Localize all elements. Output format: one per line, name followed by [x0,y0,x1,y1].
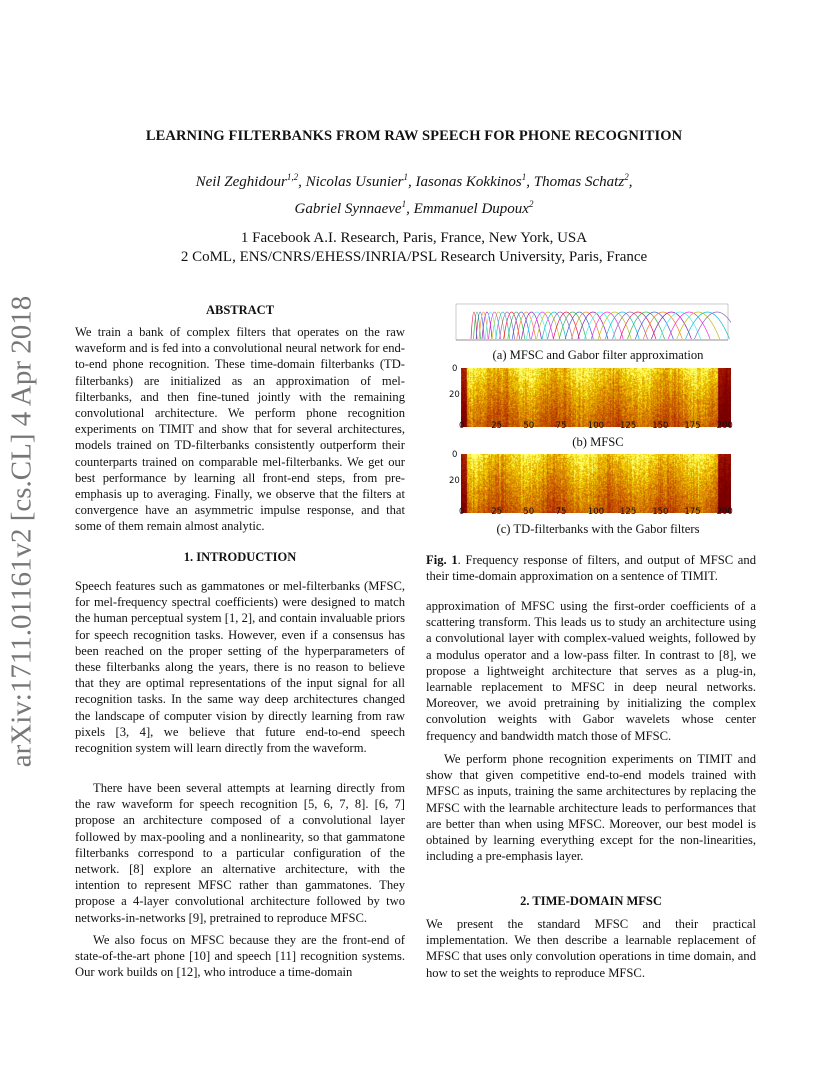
paper-title: LEARNING FILTERBANKS FROM RAW SPEECH FOR PHONE RECOGNITION [145,128,683,144]
figure-caption-c: (c) TD-filterbanks with the Gabor filters [496,522,700,536]
figure-caption-a: (a) MFSC and Gabor filter approximation [492,348,704,362]
y-tick: 20 [449,390,460,400]
x-tick: 0 [459,421,465,431]
author-list [120,166,708,220]
time-domain-mfsc-heading: 2. TIME-DOMAIN MFSC [520,894,662,908]
x-tick: 200 [716,507,733,517]
mfsc-spectrogram-canvas [461,368,731,427]
x-tick: 75 [555,421,567,431]
y-tick: 20 [449,476,460,486]
x-tick: 150 [652,421,669,431]
intro-paragraph-1: Speech features such as gammatones or mel-filterbanks (MFSC, for mel-frequency spectral coefficients) were designed to match the human perceptual system [1, 2], and contain invaluable priors for speech recognition tasks. However, even if a consensus has been reached on the proper setting of the hyperparameters of these filterbanks along the years, there is no reason to believe that they are optimal representations of the input signal for all recognition tasks. In the same way deep architectures changed the landscape of computer vision by directly learning from raw pixels [3, 4], we believe that future end-to-end speech recognition system will learn directly from the waveform. [75,579,405,756]
figure-caption-text: . Frequency response of filters, and output of MFSC and their time-domain approximation on a sentence of TIMIT. [426,553,756,584]
figure-label: Fig. 1 [426,553,458,567]
x-tick: 0 [459,507,465,517]
filter-response-svg [448,303,731,347]
x-tick: 50 [523,507,535,517]
x-tick: 100 [587,421,605,431]
x-tick: 150 [652,507,669,517]
figure-caption-b: (b) MFSC [572,435,624,449]
affiliations [120,229,708,267]
intro-paragraph-2: There have been several attempts at learning directly from the raw waveform for speech recognition [5, 6, 7, 8]. [6, 7] propose an architecture composed of a convolutional layer followed by max-pooling and a nonlinearity, so that gammatone filterbanks correspond to a particular configuration of the network. [8] explore an alternative architecture, with the intention to represent MFSC rather than gammatones. They propose a 4-layer convolutional architecture followed by two networks-in-networks [9], pretrained to reproduce MFSC. [75,781,405,925]
x-tick: 175 [684,421,701,431]
spectrogram-a-x-axis [455,421,735,433]
td-filterbank-spectrogram-canvas [461,454,731,513]
time-domain-mfsc-paragraph: We present the standard MFSC and their practical implementation. We then describe a learnable replacement of MFSC that uses only convolution operations in time domain, and how to set the weights to reproduce MFSC. [426,917,756,980]
intro-paragraph-3: We also focus on MFSC because they are the front-end of state-of-the-art phone [10] and speech [11] recognition systems. Our work builds on [12], who introduce a time-domain [75,933,405,980]
y-tick: 0 [452,450,458,460]
right-paragraph-1: approximation of MFSC using the first-order coefficients of a scattering transform. This leads us to study an architecture using a convolutional layer with complex-valued weights, followed by a modulus operator and a low-pass filter. In contrast to [8], we propose a lightweight architecture that serves as a plug-in, learnable replacement to MFSC in deep neural networks. Moreover, we avoid pretraining by initializing the complex convolution weights with Gabor wavelets whose center frequency and bandwidth match those of MFSC. [426,599,756,743]
filter-response-plot [448,303,731,347]
arxiv-identifier: arXiv:1711.01161v2 [cs.CL] 4 Apr 2018 [5,295,38,768]
spectrogram-c-x-axis [455,507,735,519]
authors-line-2: Gabriel Synnaeve$^1$, Emmanuel Dupoux$^2$ [294,199,534,217]
affiliation-1: 1 Facebook A.I. Research, Paris, France, New York, USA [240,230,588,246]
x-tick: 175 [684,507,701,517]
introduction-heading: 1. INTRODUCTION [183,550,297,564]
x-tick: 100 [587,507,605,517]
x-tick: 50 [523,421,535,431]
abstract-heading: ABSTRACT [205,303,275,317]
abstract-text: We train a bank of complex filters that operates on the raw waveform and is fed into a convolutional neural network for end-to-end phone recognition. These time-domain filterbanks (TD-filterbanks) are initialized as an approximation of mel-filterbanks, and then fine-tuned jointly with the remaining convolutional architecture. We perform phone recognition experiments on TIMIT and show that for several architectures, models trained on TD-filterbanks consistently outperform their counterparts trained on comparable mel-filterbanks. We get our best performance by learning all front-end steps, from pre-emphasis up to averaging. Finally, we observe that the filters at convergence have an asymmetric impulse response, and that some of them remain almost analytic. [75,325,405,534]
authors-line-1: Neil Zeghidour$^{1,2}$, Nicolas Usunier$^1$, Iasonas Kokkinos$^1$, Thomas Schatz$^2$, [195,172,633,190]
x-tick: 75 [555,507,567,517]
affiliation-2: 2 CoML, ENS/CNRS/EHESS/INRIA/PSL Research University, Paris, France [180,249,648,265]
x-tick: 200 [716,421,733,431]
right-paragraph-2: We perform phone recognition experiments on TIMIT and show that given competitive end-to-end models trained with MFSC as inputs, training the same architectures by replacing the MFSC with the learnable architecture leads to performances that are better than when using MFSC. Moreover, our best model is obtained by learning everything except for the non-linearities, including a pre-emphasis layer. [426,752,756,864]
x-tick: 25 [491,507,503,517]
y-tick: 0 [452,364,458,374]
x-tick: 125 [620,507,637,517]
x-tick: 125 [620,421,637,431]
figure-1-caption [426,552,756,584]
x-tick: 25 [491,421,503,431]
